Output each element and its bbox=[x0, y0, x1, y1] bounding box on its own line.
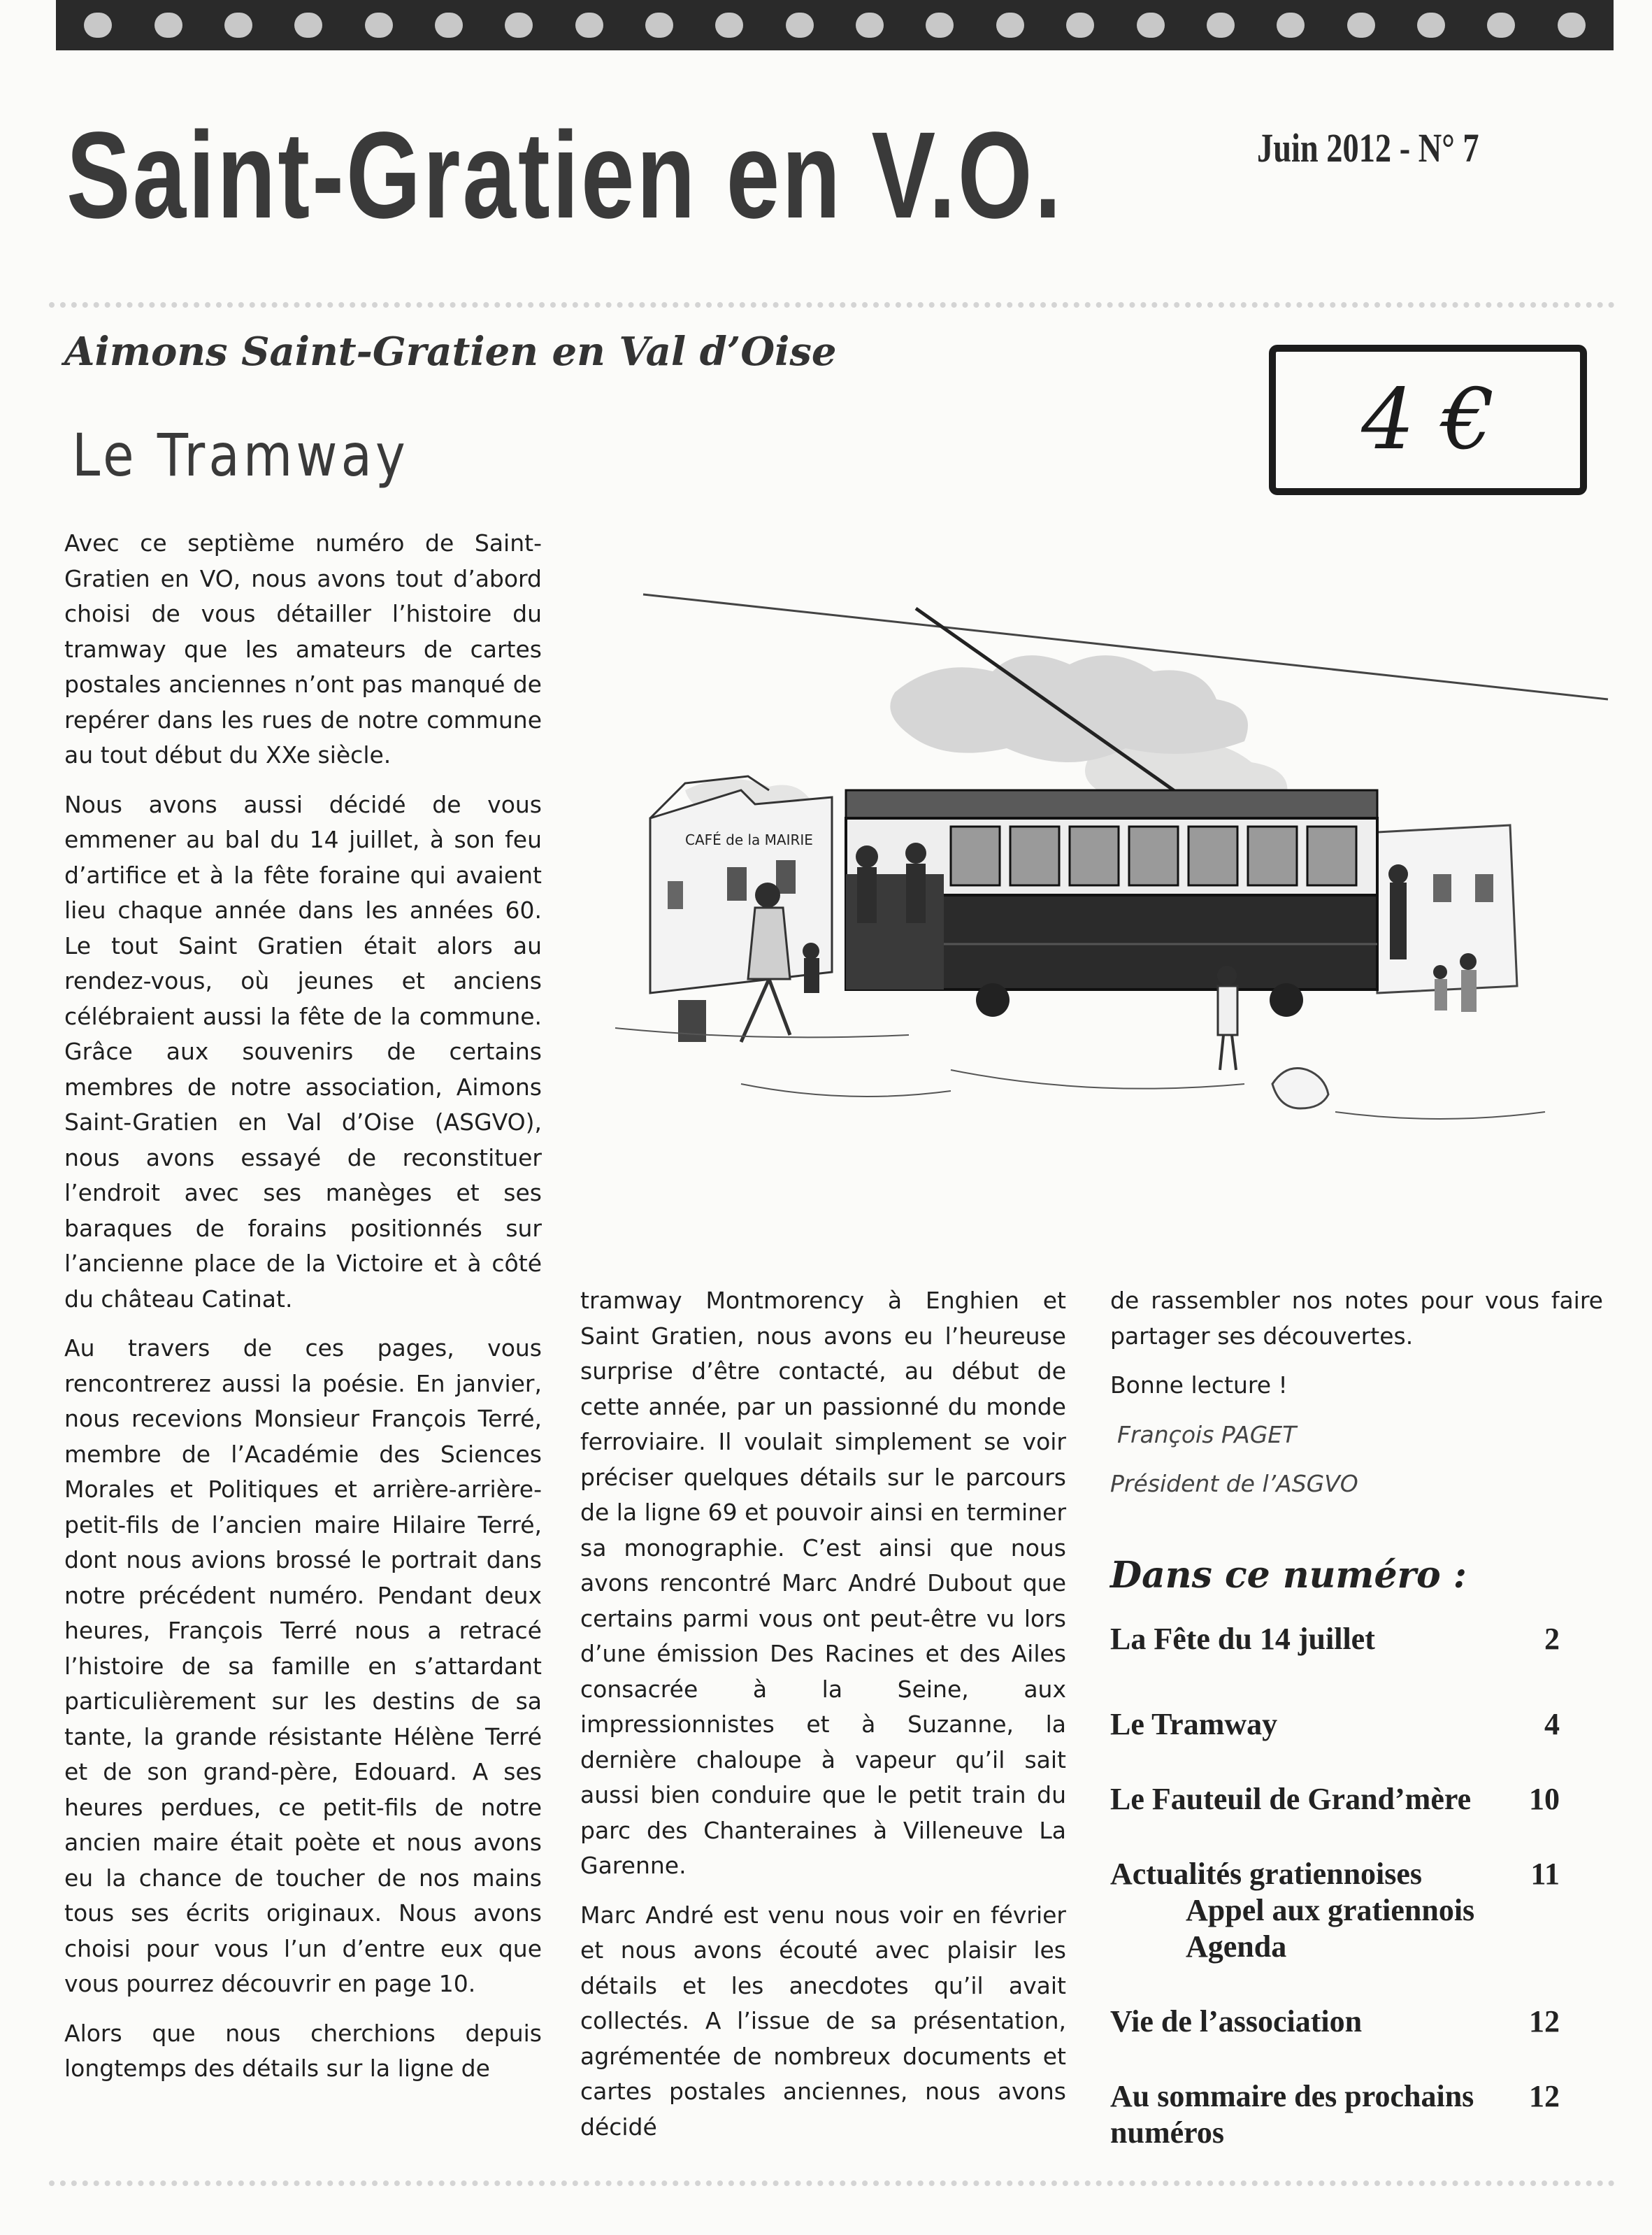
window bbox=[668, 881, 683, 909]
tram-roof bbox=[846, 790, 1377, 818]
toc-item-label: Actualités gratiennoises bbox=[1110, 1857, 1423, 1891]
film-hole bbox=[715, 13, 743, 38]
price-box bbox=[1269, 345, 1587, 495]
film-hole bbox=[435, 13, 463, 38]
film-hole bbox=[505, 13, 533, 38]
film-hole bbox=[365, 13, 393, 38]
film-hole bbox=[786, 13, 814, 38]
paragraph: Alors que nous cherchions depuis longtemps des détails sur la ligne de bbox=[64, 2019, 542, 2082]
toc-item-label: Le Fauteuil de Grand’mère bbox=[1110, 1782, 1472, 1816]
toc-item[interactable] bbox=[1110, 2078, 1603, 2151]
film-hole bbox=[996, 13, 1024, 38]
divider-bottom bbox=[49, 2180, 1615, 2186]
film-hole bbox=[575, 13, 603, 38]
toc-item-label: Au sommaire des prochains numéros bbox=[1110, 2079, 1474, 2150]
window bbox=[727, 867, 747, 901]
toc-item[interactable] bbox=[1110, 1621, 1603, 1657]
film-hole bbox=[1417, 13, 1445, 38]
toc-item-page: 11 bbox=[1530, 1857, 1560, 1891]
film-hole bbox=[1487, 13, 1515, 38]
film-hole bbox=[1558, 13, 1586, 38]
film-hole bbox=[155, 13, 182, 38]
association-tagline: Aimons Saint-Gratien en Val d’Oise bbox=[64, 329, 837, 375]
film-hole bbox=[645, 13, 673, 38]
toc-item-page: 2 bbox=[1544, 1622, 1560, 1656]
window bbox=[1433, 874, 1451, 902]
toc-item-page: 4 bbox=[1544, 1707, 1560, 1741]
signature-name: François PAGET bbox=[1117, 1420, 1297, 1448]
toc-item[interactable] bbox=[1110, 1706, 1603, 1743]
window bbox=[776, 860, 796, 894]
cafe-sign: CAFÉ de la MAIRIE bbox=[685, 831, 813, 848]
divider-top bbox=[49, 302, 1615, 308]
article-column-2 bbox=[580, 1283, 1066, 2159]
dog bbox=[1272, 1069, 1328, 1109]
toc-item-label: Vie de l’association bbox=[1110, 2004, 1363, 2038]
filmstrip-banner bbox=[56, 0, 1614, 50]
toc-item[interactable] bbox=[1110, 1856, 1603, 1892]
film-hole bbox=[294, 13, 322, 38]
toc-item[interactable] bbox=[1110, 2004, 1603, 2040]
toc-item-label: Le Tramway bbox=[1110, 1707, 1278, 1741]
tram-wheel bbox=[976, 983, 1010, 1017]
film-hole bbox=[1347, 13, 1375, 38]
table-of-contents bbox=[1110, 1621, 1603, 2151]
paragraph: Marc André est venu nous voir en février et nous avons écouté avec plaisir les détails et les anecdotes qu’il avait collectés. A l’issue de sa présentation, agrémentée de nombreux documents et cartes postales anciennes, nous avons décidé bbox=[580, 1901, 1066, 2141]
paragraph: Au travers de ces pages, vous rencontrerez aussi la poésie. En janvier, nous recevions Monsieur François Terré, membre de l’Académie des Sciences Morales et Politiques et arrière-arrière-petit-fils de l’ancien maire Hilaire Terré, dont nous avions brossé le portrait dans notre précédent numéro. Pendant deux heures, François Terré nous a retracé l’histoire de sa famille en s’attardant particulièrement sur les destins de sa tante, la grande résistante Hélène Terré et de son grand-père, Edouard. A ses heures perdues, ce petit-fils de notre ancien maire était poète et nous avons eu la chance de toucher de nos mains tous ses écrits originaux. Nous avons choisi pour vous l’un d’entre eux que vous pourrez découvrir en page 10. bbox=[64, 1334, 542, 1997]
issue-date: Juin 2012 - N° 7 bbox=[1257, 125, 1479, 171]
toc-item-label: La Fête du 14 juillet bbox=[1110, 1622, 1375, 1656]
tramway-illustration bbox=[601, 580, 1615, 1196]
paragraph: tramway Montmorency à Enghien et Saint Gratien, nous avons eu l’heureuse surprise d’être contacté, au début de cette année, par un passionné du monde ferroviaire. Il voulait simplement se voir préciser quelques détails sur le parcours de la ligne 69 et pouvoir ainsi en terminer sa monographie. C’est ainsi que nous avons rencontré Marc André Dubout que certains parmi vous ont peut-être vu lors d’une émission Des Racines et des Ailes consacrée à la Seine, aux impressionnistes et à Suzanne, la dernière chaloupe à vapeur qu’il sait aussi bien conduire que le petit train du parc des Chanteraines à Villeneuve La Garenne. bbox=[580, 1287, 1067, 1879]
article-column-3 bbox=[1110, 1283, 1603, 2151]
tram-wheel bbox=[1270, 983, 1303, 1017]
film-hole bbox=[224, 13, 252, 38]
toc-heading: Dans ce numéro : bbox=[1110, 1553, 1467, 1597]
toc-subitem: Appel aux gratiennois bbox=[1186, 1893, 1475, 1927]
price-label: 4 € bbox=[1361, 371, 1495, 469]
film-hole bbox=[1137, 13, 1165, 38]
toc-item-page: 12 bbox=[1529, 2079, 1560, 2113]
paragraph: Bonne lecture ! bbox=[1110, 1371, 1288, 1399]
toc-item-page: 12 bbox=[1529, 2004, 1560, 2038]
newsletter-title: Saint-Gratien en V.O. bbox=[66, 107, 1063, 244]
tram-windows bbox=[951, 827, 1356, 885]
film-hole bbox=[84, 13, 112, 38]
toc-item-page: 10 bbox=[1529, 1782, 1560, 1816]
paragraph: Nous avons aussi décidé de vous emmener au bal du 14 juillet, à son feu d’artifice et à la fête foraine qui avaient lieu chaque année dans les années 60. Le tout Saint Gratien était alors au rendez-vous, où jeunes et anciens célébraient aussi la fête de la commune. Grâce aux souvenirs de certains membres de notre association, Aimons Saint-Gratien en Val d’Oise (ASGVO), nous avons essayé de reconstituer l’endroit avec ses manèges et ses baraques de forains positionnés sur l’ancienne place de la Victoire et à côté du château Catinat. bbox=[64, 790, 542, 1313]
signature-role: Président de l’ASGVO bbox=[1110, 1470, 1358, 1497]
ground-strokes bbox=[615, 1028, 1545, 1119]
toc-item[interactable] bbox=[1110, 1781, 1603, 1818]
film-hole bbox=[1277, 13, 1305, 38]
toc-subitem: Agenda bbox=[1186, 1929, 1287, 1964]
film-hole bbox=[1207, 13, 1235, 38]
film-hole bbox=[856, 13, 884, 38]
paragraph: Avec ce septième numéro de Saint-Gratien en VO, nous avons tout d’abord choisi de vous détailler l’histoire du tramway que les amateurs de cartes postales anciennes n’ont pas manqué de repérer dans les rues de notre commune au tout début du XXe siècle. bbox=[64, 529, 542, 769]
article-title: Le Tramway bbox=[72, 421, 409, 490]
paragraph: de rassembler nos notes pour vous faire partager ses découvertes. bbox=[1110, 1287, 1603, 1350]
article-column-1 bbox=[64, 526, 542, 2101]
film-hole bbox=[1066, 13, 1094, 38]
window bbox=[1475, 874, 1493, 902]
film-hole bbox=[926, 13, 954, 38]
